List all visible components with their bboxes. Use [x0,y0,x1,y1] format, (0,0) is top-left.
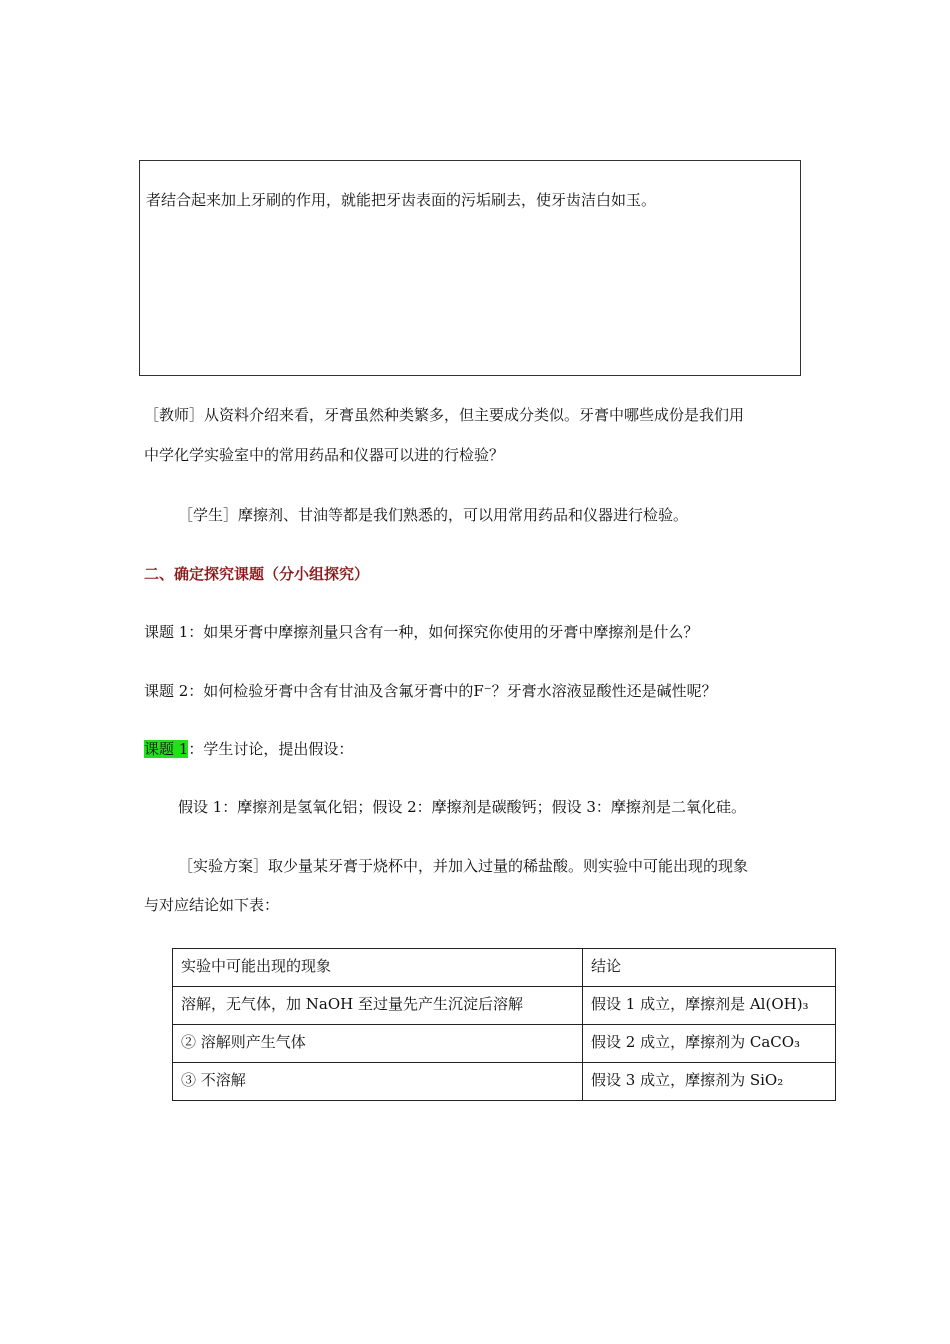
text-frame [139,160,801,376]
student-paragraph: ［学生］摩擦剂、甘油等都是我们熟悉的，可以用常用药品和仪器进行检验。 [178,506,689,524]
table-row [173,1063,836,1101]
section-heading: 二、确定探究课题（分小组探究） [144,565,370,583]
table-row [173,987,836,1025]
table-cell: 溶解，无气体，加 NaOH 至过量先产生沉淀后溶解 [173,987,583,1025]
topic2-text: 课题 2：如何检验牙膏中含有甘油及含氟牙膏中的F⁻？牙膏水溶液显酸性还是碱性呢？ [144,682,717,700]
table-row [173,1025,836,1063]
plan-paragraph-line2: 与对应结论如下表： [144,896,280,914]
table-header-cell: 实验中可能出现的现象 [173,949,583,987]
table-header-row [173,949,836,987]
table-cell: 假设 3 成立，摩擦剂为 SiO₂ [583,1063,836,1101]
table-cell: ③ 不溶解 [173,1063,583,1101]
teacher-paragraph-line2: 中学化学实验室中的常用药品和仪器可以进的行检验？ [144,446,505,464]
teacher-paragraph-line1: ［教师］从资料介绍来看，牙膏虽然种类繁多，但主要成分类似。牙膏中哪些成份是我们用 [144,406,745,424]
table-header-cell: 结论 [583,949,836,987]
topic1-discussion [144,738,353,759]
table-cell: ② 溶解则产生气体 [173,1025,583,1063]
frame-text: 者结合起来加上牙刷的作用，就能把牙齿表面的污垢刷去，使牙齿洁白如玉。 [146,191,657,209]
topic1-highlight: 课题 1 [144,740,189,758]
plan-paragraph-line1: ［实验方案］取少量某牙膏于烧杯中，并加入过量的稀盐酸。则实验中可能出现的现象 [178,857,749,875]
topic1-text: 课题 1：如果牙膏中摩擦剂量只含有一种，如何探究你使用的牙膏中摩擦剂是什么？ [144,623,699,641]
table-cell: 假设 1 成立，摩擦剂是 Al(OH)₃ [583,987,836,1025]
result-table [172,948,836,1101]
hypotheses-line: 假设 1：摩擦剂是氢氧化铝；假设 2：摩擦剂是碳酸钙；假设 3：摩擦剂是二氧化硅。 [178,798,746,816]
topic1-discussion-text: ：学生讨论，提出假设： [188,740,354,758]
table-cell: 假设 2 成立，摩擦剂为 CaCO₃ [583,1025,836,1063]
